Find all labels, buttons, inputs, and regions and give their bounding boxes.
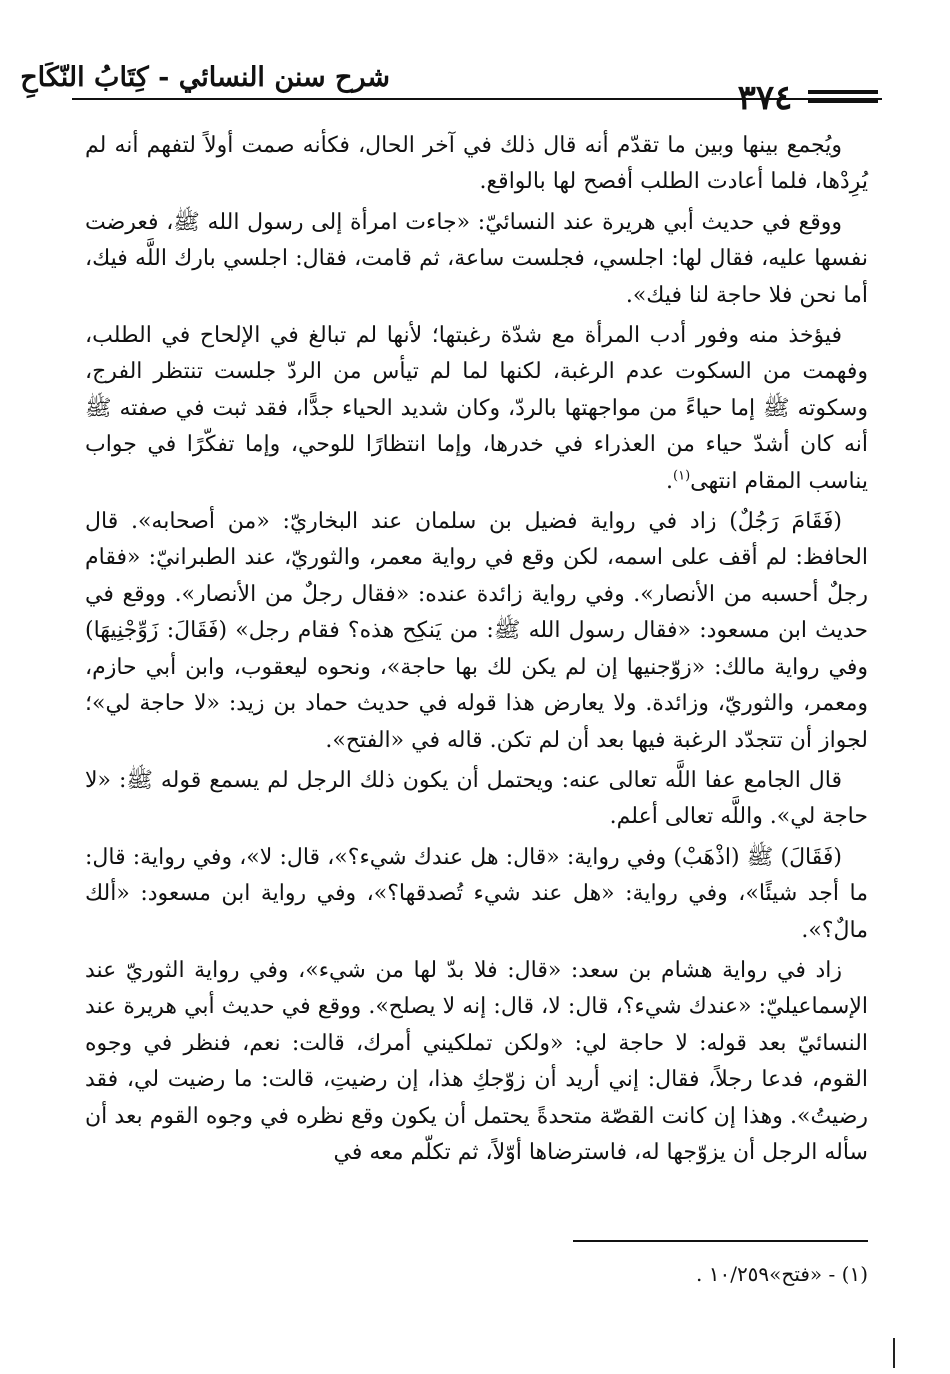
footnote-separator bbox=[573, 1240, 868, 1242]
footnote: (١) - «فتح»١٠/٢٥٩ . bbox=[696, 1262, 868, 1286]
footnote-reference: (١) bbox=[673, 468, 691, 484]
margin-mark bbox=[893, 1338, 895, 1368]
paragraph-5: قال الجامع عفا اللَّه تعالى عنه: ويحتمل أن يكون ذلك الرجل لم يسمع قوله ﷺ: «لا حاجة لي». واللَّه تعالى أعلم. bbox=[85, 767, 868, 830]
page-number: ٣٧٤ bbox=[737, 78, 793, 118]
paragraph-2: ووقع في حديث أبي هريرة عند النسائيّ: «جاءت امرأة إلى رسول الله ﷺ، فعرضت نفسها عليه، فقال لها: اجلسي، فجلست ساعة، ثم قامت، فقال: اجلسي بارك اللَّه فيك، أما نحن فلا حاجة لنا فيك». bbox=[85, 209, 868, 308]
running-title: شرح سنن النسائي - كِتَابُ النّكَاحِ bbox=[20, 62, 390, 93]
paragraph-4: (فَقَامَ رَجُلٌ) زاد في رواية فضيل بن سلمان عند البخاريّ: «من أصحابه». قال الحافظ: لم أقف على اسمه، لكن وقع في رواية معمر، والثوريّ، عند الطبرانيّ: «فقام رجلٌ أحسبه من الأنصار». وفي رواية زائدة عنده: «فقال رجلٌ من الأنصار». ووقع في حديث ابن مسعود: «فقال رسول الله ﷺ: من يَنكِح هذه؟ فقام رجل» (فَقَالَ: زَوِّجْنِيهَا) وفي رواية مالك: «زوّجنيها إن لم يكن لك بها حاجة»، ونحوه ليعقوب، وابن أبي حازم، ومعمر، والثوريّ، وزائدة. ولا يعارض هذا قوله في حديث حماد بن زيد: «لا حاجة لي»؛ لجواز أن تتجدّد الرغبة فيها بعد أن لم تكن. قاله في «الفتح». bbox=[85, 509, 868, 753]
paragraph-3-text: فيؤخذ منه وفور أدب المرأة مع شدّة رغبتها؛ لأنها لم تبالغ في الإلحاح في الطلب، وفهمت من السكوت عدم الرغبة، لكنها لما لم تيأس من الردّ جلست تنتظر الفرج، وسكوته ﷺ إما حياءً من مواجهتها بالردّ، وكان شديد الحياء جدًّا، فقد ثبت في صفته ﷺ أنه كان أشدّ حياء من العذراء في خدرها، وإما انتظارًا للوحي، وإما تفكّرًا في جواب يناسب المقام انتهى bbox=[85, 323, 868, 494]
body-text bbox=[85, 128, 868, 1175]
paragraph-7: زاد في رواية هشام بن سعد: «قال: فلا بدّ لها من شيء»، وفي رواية الثوريّ عند الإسماعيليّ: «عندك شيء؟، قال: لا، قال: إنه لا يصلح». ووقع في حديث أبي هريرة عند النسائيّ بعد قوله: لا حاجة لي: «ولكن تملكيني أمرك، قالت: نعم، فنظر في وجوه القوم، فدعا رجلاً، فقال: إني أريد أن زوّجكِ هذا، إن رضيتِ، قالت: ما رضيت لي، فقد رضيتُ». وهذا إن كانت القصّة متحدةً يحتمل أن يكون وقع نظره في وجوه القوم بعد أن سأله الرجل أن يزوّجها له، فاسترضاها أوّلاً، ثم تكلّم معه في bbox=[85, 957, 868, 1165]
paragraph-1: ويُجمع بينها وبين ما تقدّم أنه قال ذلك في آخر الحال، فكأنه صمت أولاً لتفهم أنه لم يُرِدْها، فلما أعادت الطلب أفصح لها بالواقع. bbox=[85, 133, 868, 195]
paragraph-6: (فَقَالَ) ﷺ (اذْهَبْ) وفي رواية: «قال: هل عندك شيء؟»، قال: لا»، وفي رواية: قال: ما أجد شيئًا»، وفي رواية: «هل عند شيء تُصدقها؟»، وفي رواية ابن مسعود: «ألك مالٌ؟». bbox=[85, 844, 868, 943]
paragraph-3: فيؤخذ منه وفور أدب المرأة مع شدّة رغبتها؛ لأنها لم تبالغ في الإلحاح في الطلب، وفهمت من السكوت عدم الرغبة، لكنها لما لم تيأس من الردّ جلست تنتظر الفرج، وسكوته ﷺ إما حياءً من مواجهتها بالردّ، وكان شديد الحياء جدًّا، فقد ثبت في صفته ﷺ أنه كان أشدّ حياء من العذراء في خدرها، وإما انتظارًا للوحي، وإما تفكّرًا في جواب يناسب المقام انتهى$^{(١)}$. bbox=[85, 323, 868, 494]
header-ornament-lines bbox=[808, 90, 878, 108]
